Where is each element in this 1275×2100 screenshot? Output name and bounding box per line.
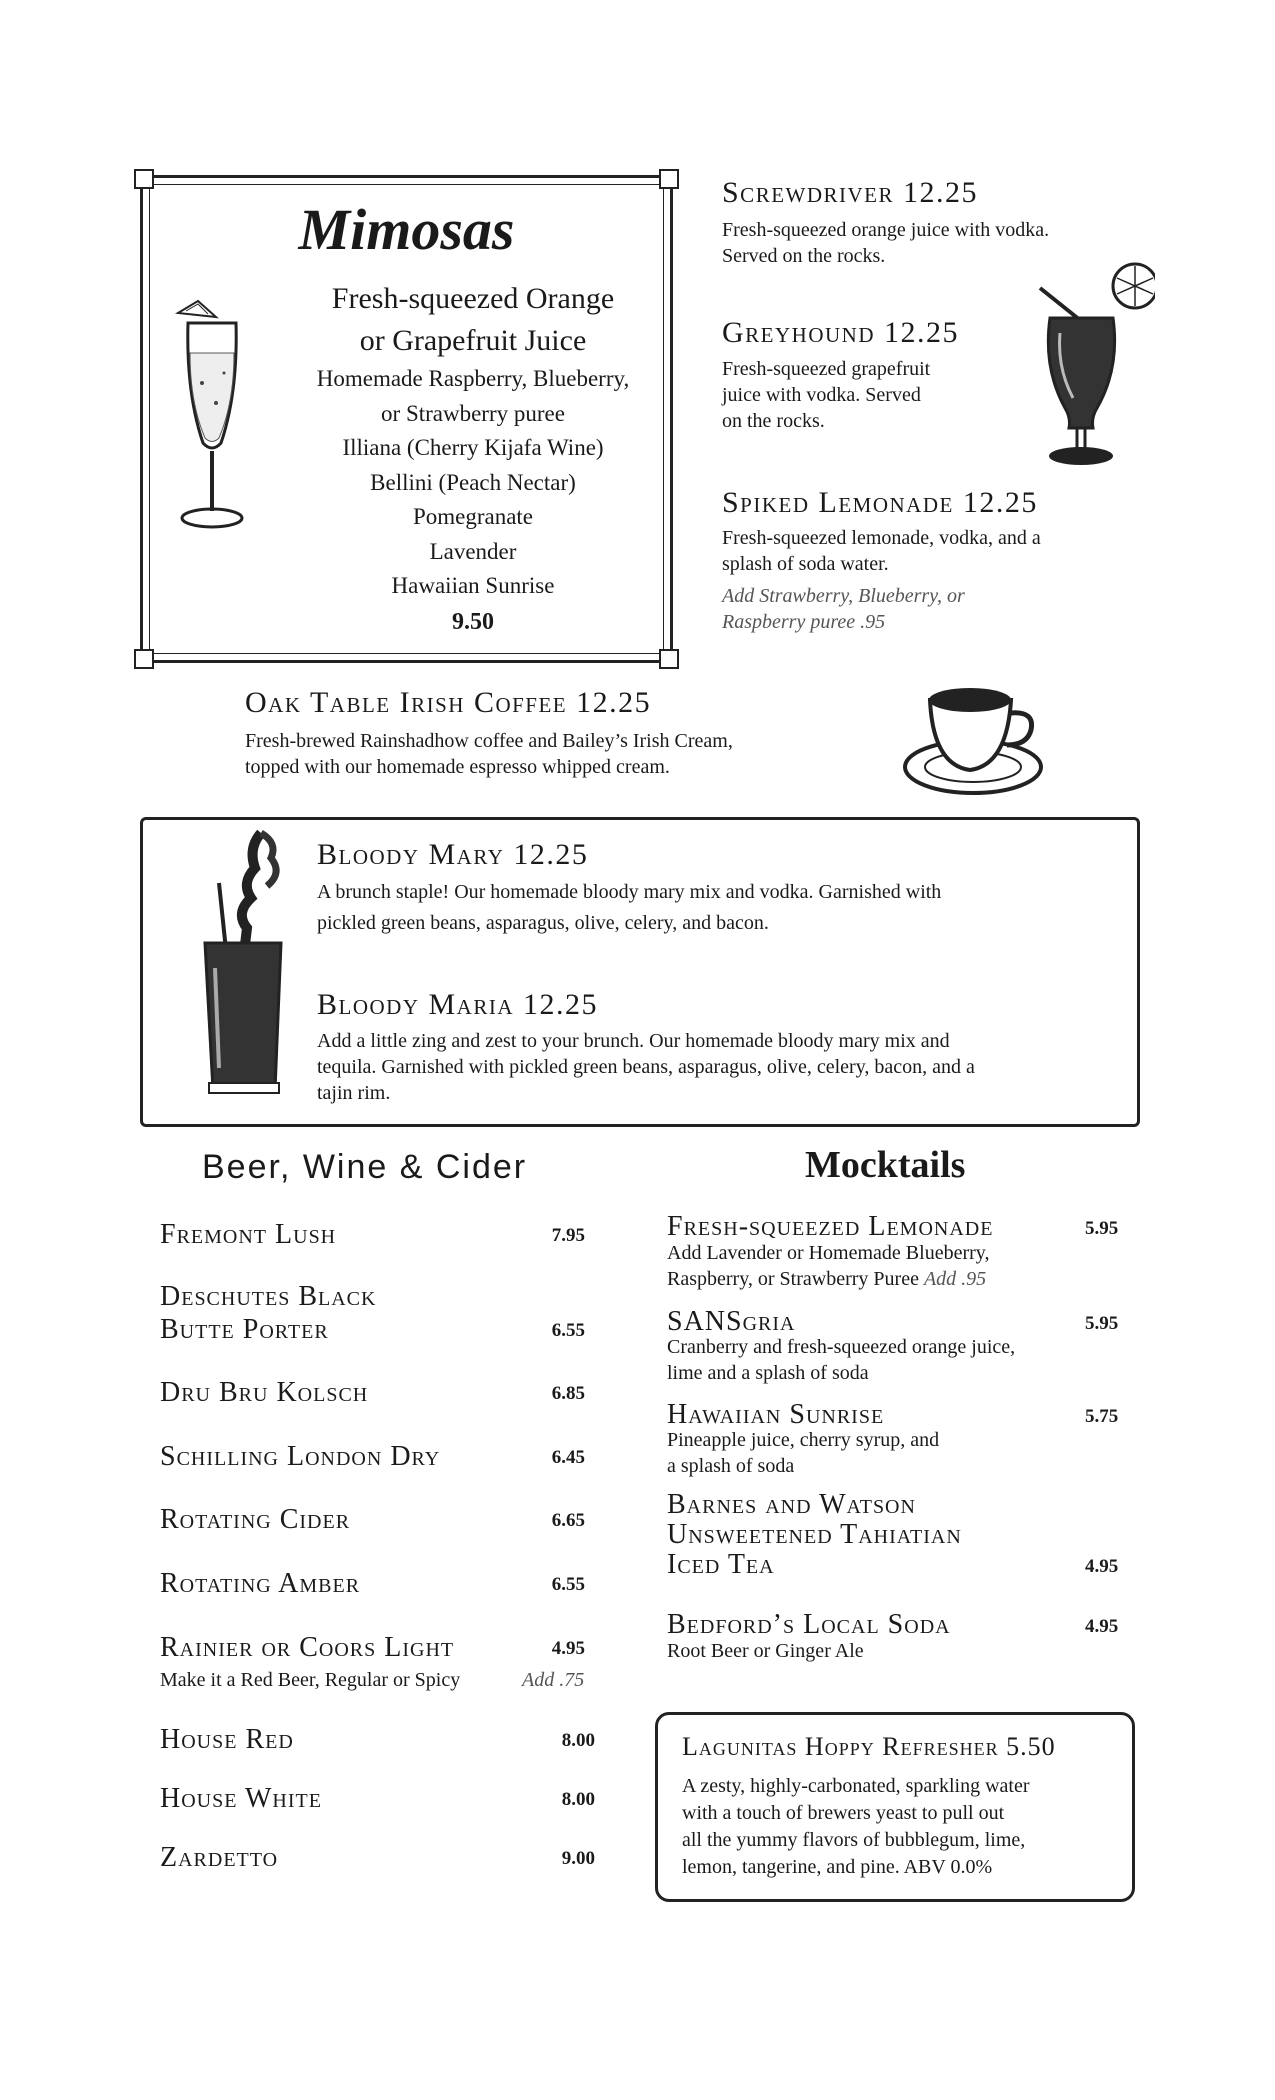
beer-item-price: 9.00 [561, 1848, 595, 1869]
mocktail-description [667, 1334, 1015, 1386]
description-line: Fresh-squeezed grapefruit [722, 358, 931, 380]
coffee-cup-icon [895, 675, 1055, 800]
mocktail-price: 4.95 [1085, 1616, 1119, 1637]
mocktail-name: Iced Tea [667, 1549, 775, 1580]
beer-item-name: Deschutes Black [160, 1281, 377, 1312]
bloody-mary-glass-icon [183, 828, 303, 1103]
description-text: Raspberry, or Strawberry Puree [667, 1268, 919, 1290]
beer-item-price: 6.45 [551, 1447, 585, 1468]
bloody-maria-description [317, 1028, 975, 1106]
description-line: lemon, tangerine, and pine. ABV 0.0% [682, 1856, 993, 1878]
mimosa-line: Fresh-squeezed Orange [331, 282, 615, 315]
description-line: splash of soda water. [722, 553, 889, 575]
beer-item-price: 8.00 [561, 1730, 595, 1751]
beer-item-name: Dru Bru Kolsch [160, 1377, 369, 1408]
description-line: Cranberry and fresh-squeezed orange juice, [667, 1336, 1016, 1358]
beer-item-price: 4.95 [551, 1638, 585, 1659]
description-line: with a touch of brewers yeast to pull out [682, 1802, 1005, 1824]
description-line: lime and a splash of soda [667, 1362, 869, 1384]
mimosa-price: 9.50 [452, 608, 494, 635]
mimosa-option: Hawaiian Sunrise [391, 573, 555, 598]
beer-item-price: 6.85 [551, 1383, 585, 1404]
mocktail-description [667, 1427, 939, 1479]
lagunitas-box [655, 1712, 1135, 1902]
description-line: juice with vodka. Served [722, 384, 921, 406]
mimosa-option: Lavender [429, 538, 517, 564]
description-line [667, 1266, 989, 1292]
beer-item-name: Rotating Cider [160, 1504, 351, 1535]
mocktail-description [667, 1240, 989, 1292]
beer-item-name: Schilling London Dry [160, 1441, 441, 1472]
lagunitas-description [682, 1773, 1029, 1881]
beer-item-addon: Add .75 [522, 1669, 585, 1691]
description-line: Fresh-squeezed lemonade, vodka, and a [722, 527, 1041, 549]
mocktail-price: 5.75 [1085, 1406, 1119, 1427]
description-line: pickled green beans, asparagus, olive, celery, and bacon. [317, 912, 769, 934]
bloody-mary-description [317, 877, 941, 939]
irish-coffee-description [245, 728, 733, 780]
mimosa-option: Pomegranate [412, 504, 534, 529]
description-line: tajin rim. [317, 1082, 391, 1104]
greyhound-title: Greyhound 12.25 [722, 316, 959, 349]
description-line: Fresh-brewed Rainshadhow coffee and Bailey’s Irish Cream, [245, 730, 733, 752]
mimosa-options [273, 278, 673, 640]
mocktail-name: Hawaiian Sunrise [667, 1399, 885, 1430]
beer-item-name: Rotating Amber [160, 1568, 361, 1599]
mocktail-name: Unsweetened Tahiatian [667, 1519, 962, 1550]
addon-line: Raspberry puree .95 [722, 611, 886, 633]
corner-ornament [134, 649, 154, 669]
description-line: Root Beer or Ginger Ale [667, 1640, 864, 1662]
description-line: Fresh-squeezed orange juice with vodka. [722, 219, 1050, 241]
beer-item-price: 7.95 [551, 1225, 585, 1246]
mimosa-option: Illiana (Cherry Kijafa Wine) [342, 435, 604, 460]
beer-item-price: 8.00 [561, 1789, 595, 1810]
beer-item-name: Zardetto [160, 1842, 279, 1873]
beer-item-name: Fremont Lush [160, 1219, 337, 1250]
description-line: A brunch staple! Our homemade bloody mary mix and vodka. Garnished with [317, 881, 942, 903]
mimosa-option: or Strawberry puree [381, 400, 565, 426]
corner-ornament [659, 649, 679, 669]
bloody-maria-title: Bloody Maria 12.25 [317, 988, 599, 1021]
description-line: Pineapple juice, cherry syrup, and [667, 1429, 940, 1451]
beer-item-price: 6.55 [551, 1574, 585, 1595]
spiked-lemonade-title: Spiked Lemonade 12.25 [722, 486, 1038, 519]
beer-item-name: House White [160, 1783, 322, 1814]
corner-ornament [134, 169, 154, 189]
description-line: Served on the rocks. [722, 245, 886, 267]
description-line: A zesty, highly-carbonated, sparkling water [682, 1775, 1030, 1797]
mimosa-line: or Grapefruit Juice [359, 324, 587, 357]
lagunitas-title: Lagunitas Hoppy Refresher 5.50 [682, 1732, 1056, 1761]
mocktail-price: 4.95 [1085, 1556, 1119, 1577]
beer-item-price: 6.65 [551, 1510, 585, 1531]
beer-item-name: Butte Porter [160, 1314, 329, 1345]
screwdriver-title: Screwdriver 12.25 [722, 176, 979, 209]
description-line: Add a little zing and zest to your brunch. Our homemade bloody mary mix and [317, 1030, 950, 1052]
mocktail-name: Fresh-squeezed Lemonade [667, 1211, 994, 1242]
beer-item-name: House Red [160, 1724, 294, 1755]
mocktail-addon: Add .95 [923, 1268, 987, 1290]
mocktail-name: SANSgria [667, 1306, 796, 1337]
bloody-mary-box [140, 817, 1140, 1127]
mocktail-price: 5.95 [1085, 1218, 1119, 1239]
beer-item-price: 6.55 [551, 1320, 585, 1341]
screwdriver-description [722, 217, 1049, 269]
beer-item-note: Make it a Red Beer, Regular or Spicy [160, 1669, 461, 1691]
description-line: tequila. Garnished with pickled green beans, asparagus, olive, celery, bacon, and a [317, 1056, 975, 1078]
mocktail-name: Barnes and Watson [667, 1489, 916, 1520]
mimosa-option: Bellini (Peach Nectar) [370, 469, 576, 495]
bloody-mary-title: Bloody Mary 12.25 [317, 838, 589, 871]
description-line: a splash of soda [667, 1455, 795, 1477]
hurricane-glass-icon [1025, 258, 1155, 473]
description-line: on the rocks. [722, 410, 825, 432]
greyhound-description [722, 356, 930, 434]
beer-heading: Beer, Wine & Cider [202, 1148, 528, 1186]
spiked-lemonade-description [722, 525, 1041, 635]
irish-coffee-title: Oak Table Irish Coffee 12.25 [245, 686, 652, 719]
mocktail-price: 5.95 [1085, 1313, 1119, 1334]
mimosa-box [140, 175, 673, 663]
description-line: topped with our homemade espresso whipped cream. [245, 756, 670, 778]
description-line: Add Lavender or Homemade Blueberry, [667, 1242, 990, 1264]
mocktail-name: Bedford’s Local Soda [667, 1609, 951, 1640]
mocktails-heading: Mocktails [805, 1144, 966, 1186]
mimosa-option: Homemade Raspberry, Blueberry, [316, 366, 630, 391]
corner-ornament [659, 169, 679, 189]
beer-item-name: Rainier or Coors Light [160, 1632, 455, 1663]
addon-line: Add Strawberry, Blueberry, or [722, 585, 965, 607]
mocktail-description [667, 1638, 864, 1664]
mimosa-title: Mimosas [298, 197, 515, 262]
champagne-glass-icon [168, 293, 258, 543]
description-line: all the yummy flavors of bubblegum, lime, [682, 1829, 1026, 1851]
